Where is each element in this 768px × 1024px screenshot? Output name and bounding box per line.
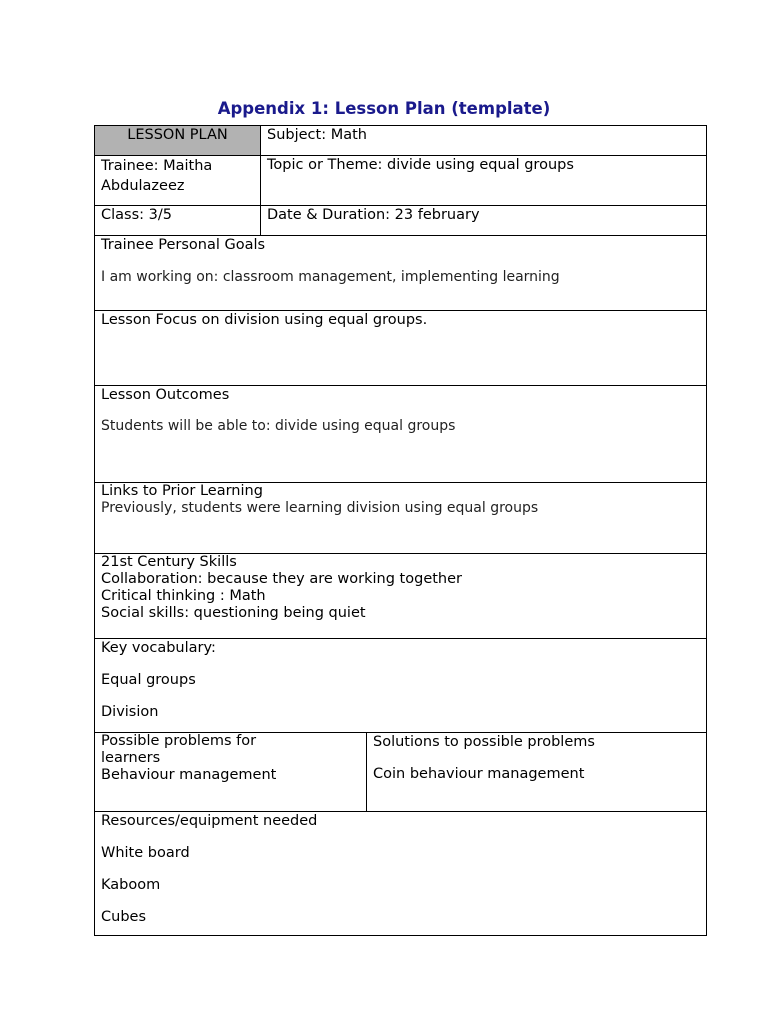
possible-problems-heading-line1: Possible problems for [101, 733, 257, 749]
key-vocabulary-heading: Key vocabulary: [101, 640, 216, 656]
personal-goals-cell [95, 236, 706, 311]
date-duration-cell [261, 206, 707, 236]
social-skill: Social skills: questioning being quiet [101, 605, 366, 621]
century-skills-cell [95, 554, 706, 639]
trainee-cell [95, 156, 261, 206]
topic-text: Topic or Theme: divide using equal groups [267, 157, 574, 173]
solutions-cell [367, 733, 706, 812]
possible-problems-cell [95, 733, 367, 812]
vocabulary-item: Equal groups [101, 672, 196, 688]
possible-problems-heading-line2: learners [101, 750, 161, 766]
personal-goals-text: I am working on: classroom management, implementing learning [101, 269, 560, 285]
solutions-heading: Solutions to possible problems [373, 734, 595, 750]
lesson-plan-table [94, 125, 707, 936]
trainee-name-line2: Abdulazeez [101, 178, 185, 194]
century-skills-heading: 21st Century Skills [101, 554, 237, 570]
lesson-plan-label: LESSON PLAN [127, 127, 228, 143]
resources-cell [95, 812, 706, 935]
prior-learning-text: Previously, students were learning division using equal groups [101, 500, 539, 516]
lesson-outcomes-heading: Lesson Outcomes [101, 387, 230, 403]
lesson-outcomes-text: Students will be able to: divide using equal groups [101, 418, 456, 434]
subject-text: Subject: Math [267, 127, 367, 143]
lesson-focus-text: Lesson Focus on division using equal groups. [101, 312, 428, 328]
resource-item: White board [101, 845, 190, 861]
topic-cell [261, 156, 707, 206]
lesson-focus-cell [95, 311, 706, 386]
resource-item: Cubes [101, 909, 146, 925]
critical-thinking-skill: Critical thinking : Math [101, 588, 266, 604]
key-vocabulary-cell [95, 639, 706, 733]
trainee-name-line1: Trainee: Maitha [101, 158, 213, 174]
lesson-plan-label-cell [95, 126, 261, 156]
vocabulary-item: Division [101, 704, 159, 720]
resource-item: Kaboom [101, 877, 161, 893]
collaboration-skill: Collaboration: because they are working together [101, 571, 462, 587]
resources-heading: Resources/equipment needed [101, 813, 318, 829]
personal-goals-heading: Trainee Personal Goals [101, 237, 266, 253]
class-cell [95, 206, 261, 236]
prior-learning-heading: Links to Prior Learning [101, 483, 263, 499]
class-text: Class: 3/5 [101, 207, 172, 223]
prior-learning-cell [95, 483, 706, 554]
document-title: Appendix 1: Lesson Plan (template) [217, 99, 551, 118]
possible-problems-text: Behaviour management [101, 767, 277, 783]
date-duration-text: Date & Duration: 23 february [267, 207, 480, 223]
solutions-text: Coin behaviour management [373, 766, 585, 782]
subject-cell [261, 126, 707, 156]
lesson-outcomes-cell [95, 386, 706, 483]
